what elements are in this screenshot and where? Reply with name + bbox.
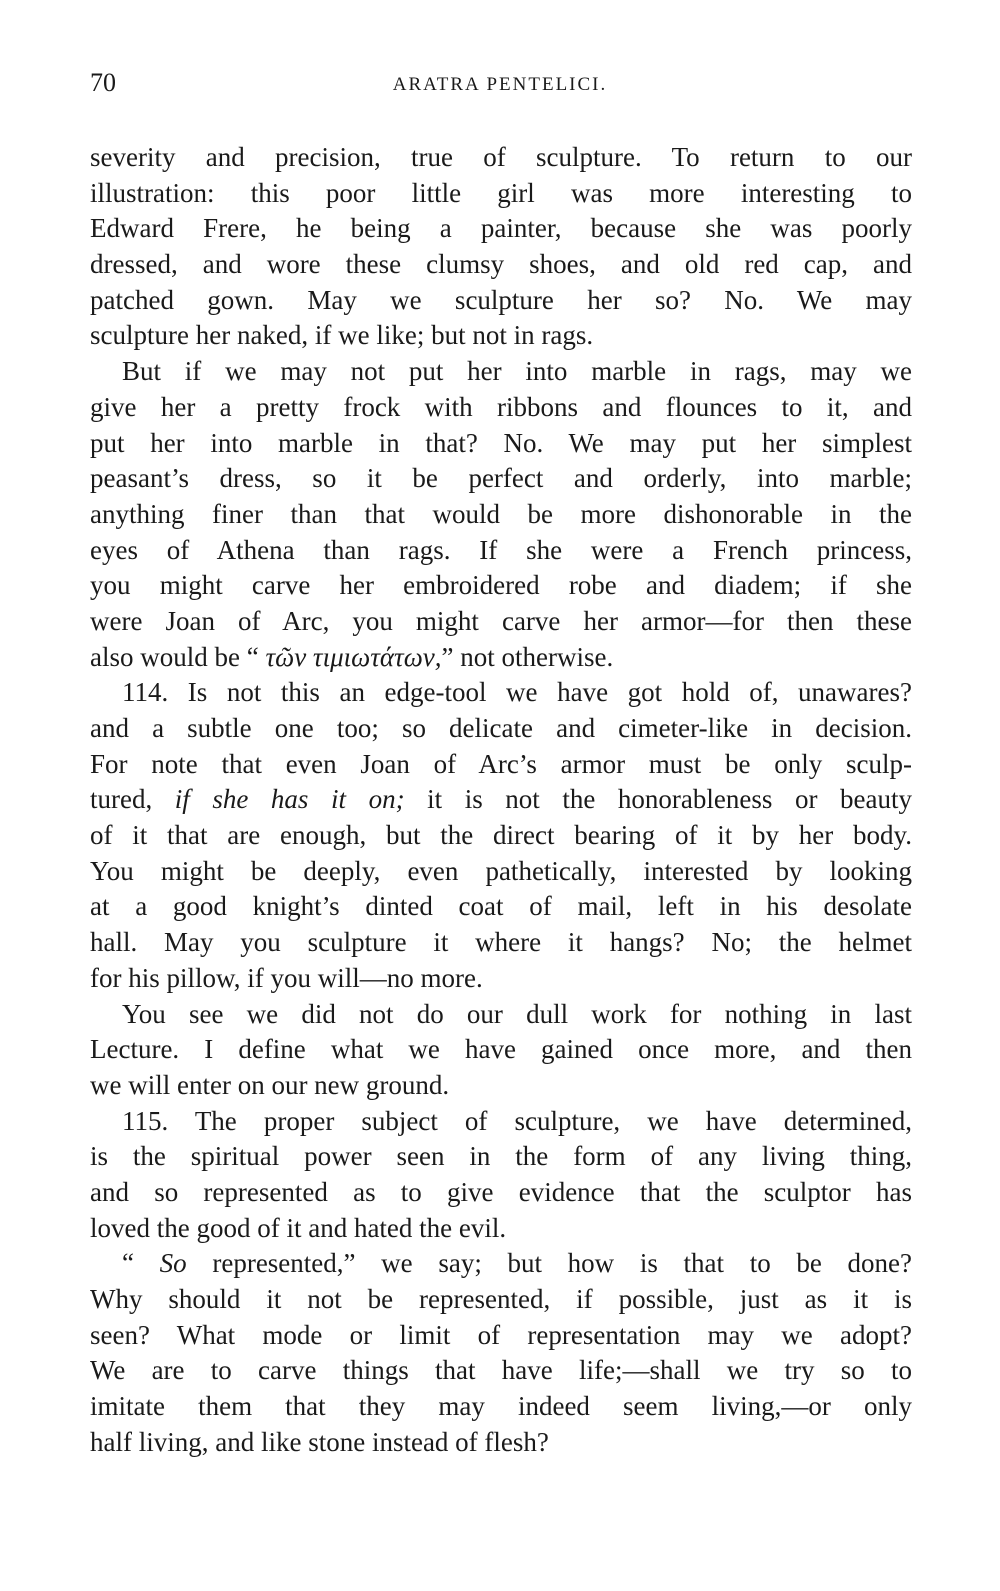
page-number: 70 — [90, 68, 116, 97]
paragraph — [90, 1104, 912, 1247]
text-line — [90, 247, 912, 283]
text-line — [90, 354, 912, 390]
text-segment: You might be deeply, even pathetically, interested by looking — [90, 855, 912, 886]
text-segment: ” not otherwise. — [441, 641, 614, 672]
text-line — [90, 568, 912, 604]
text-segment: Why should it not be represented, if possible, just as it is — [90, 1284, 912, 1314]
text-segment: Edward Frere, he being a painter, because she was poorly — [90, 213, 912, 244]
text-segment: were Joan of Arc, you might carve her armor—for then these — [90, 605, 912, 636]
text-segment: eyes of Athena than rags. If she were a French princess, — [90, 534, 912, 565]
text-segment: loved the good of it and hated the evil. — [90, 1212, 507, 1243]
text-segment: dressed, and wore these clumsy shoes, and old red cap, and — [90, 249, 912, 280]
text-line — [90, 818, 912, 854]
text-segment: half living, and like stone instead of flesh? — [90, 1426, 549, 1457]
text-segment: hall. May you sculpture it where it hangs? No; the helmet — [90, 927, 912, 958]
text-line — [90, 1175, 912, 1211]
text-line — [90, 1318, 912, 1354]
text-line — [90, 140, 912, 176]
text-line — [90, 1032, 912, 1068]
text-line — [90, 782, 912, 818]
text-line — [90, 1068, 912, 1104]
paragraph — [90, 1246, 912, 1460]
paragraph — [90, 997, 912, 1104]
text-segment: represented,” we say; but how is that to be done? — [186, 1248, 913, 1279]
paragraph — [90, 140, 912, 354]
text-line — [90, 675, 912, 711]
text-line — [90, 961, 912, 997]
text-segment: is the spiritual power seen in the form of any living thing, — [90, 1141, 912, 1172]
text-segment: imitate them that they may indeed seem living,—or only — [90, 1391, 912, 1422]
paragraph — [90, 354, 912, 675]
text-segment: and so represented as to give evidence that the sculptor has — [90, 1176, 912, 1207]
text-segment: anything finer than that would be more dishonorable in the — [90, 498, 912, 529]
page-body — [90, 140, 912, 1460]
text-line — [90, 854, 912, 890]
text-line — [90, 1139, 912, 1175]
text-line — [90, 711, 912, 747]
text-line — [90, 1389, 912, 1425]
text-segment: patched gown. May we sculpture her so? No. We may — [90, 284, 912, 315]
text-line — [90, 283, 912, 319]
text-segment: peasant’s dress, so it be perfect and orderly, into marble; — [90, 463, 912, 494]
text-line — [90, 889, 912, 925]
text-segment: give her a pretty frock with ribbons and flounces to it, and — [90, 391, 912, 422]
text-line — [90, 461, 912, 497]
italic-text: if she has it on; — [174, 784, 405, 815]
text-line — [90, 176, 912, 212]
text-line — [90, 997, 912, 1033]
text-segment: for his pillow, if you will—no more. — [90, 962, 483, 993]
text-line — [90, 426, 912, 462]
text-segment: But if we may not put her into marble in rags, may we — [122, 356, 912, 387]
text-segment: also would be “ — [90, 641, 266, 672]
text-line — [90, 925, 912, 961]
text-segment: of it that are enough, but the direct bearing of it by her body. — [90, 820, 912, 851]
text-line — [90, 1353, 912, 1389]
text-line — [90, 640, 912, 676]
text-line — [90, 1104, 912, 1140]
text-segment: We are to carve things that have life;—shall we try so to — [90, 1355, 912, 1386]
text-line — [90, 1282, 912, 1318]
text-segment: and a subtle one too; so delicate and cimeter-like in decision. — [90, 713, 912, 743]
text-line — [90, 390, 912, 426]
text-segment: Lecture. I define what we have gained once more, and then — [90, 1034, 912, 1065]
text-segment: put her into marble in that? No. We may put her simplest — [90, 427, 912, 458]
text-segment: seen? What mode or limit of representation may we adopt? — [90, 1319, 912, 1350]
text-line — [90, 747, 912, 783]
text-line — [90, 1211, 912, 1247]
text-segment: you might carve her embroidered robe and diadem; if she — [90, 570, 912, 601]
text-segment: at a good knight’s dinted coat of mail, left in his desolate — [90, 891, 912, 922]
text-segment: For note that even Joan of Arc’s armor must be only sculp- — [90, 748, 912, 779]
text-segment: You see we did not do our dull work for nothing in last — [122, 998, 912, 1029]
text-line — [90, 1246, 912, 1282]
paragraph — [90, 675, 912, 996]
running-title: ARATRA PENTELICI. — [392, 74, 608, 95]
text-segment: 115. The proper subject of sculpture, we have determined, — [122, 1105, 912, 1136]
text-segment: we will enter on our new ground. — [90, 1069, 450, 1100]
text-segment: sculpture her naked, if we like; but not in rags. — [90, 320, 594, 351]
text-segment: “ — [122, 1248, 160, 1279]
text-segment: 114. Is not this an edge-tool we have got hold of, unawares? — [122, 677, 912, 708]
text-line — [90, 1425, 912, 1461]
text-line — [90, 318, 912, 354]
text-segment: severity and precision, true of sculpture. To return to our — [90, 142, 912, 172]
text-line — [90, 533, 912, 569]
text-line — [90, 604, 912, 640]
text-line — [90, 497, 912, 533]
text-segment: tured, — [90, 784, 175, 815]
text-line — [90, 211, 912, 247]
text-segment: illustration: this poor little girl was more interesting to — [90, 177, 912, 208]
italic-text: So — [159, 1248, 187, 1279]
italic-text: τῶν τιμιωτάτων, — [265, 641, 442, 672]
text-segment: it is not the honorableness or beauty — [404, 784, 912, 815]
